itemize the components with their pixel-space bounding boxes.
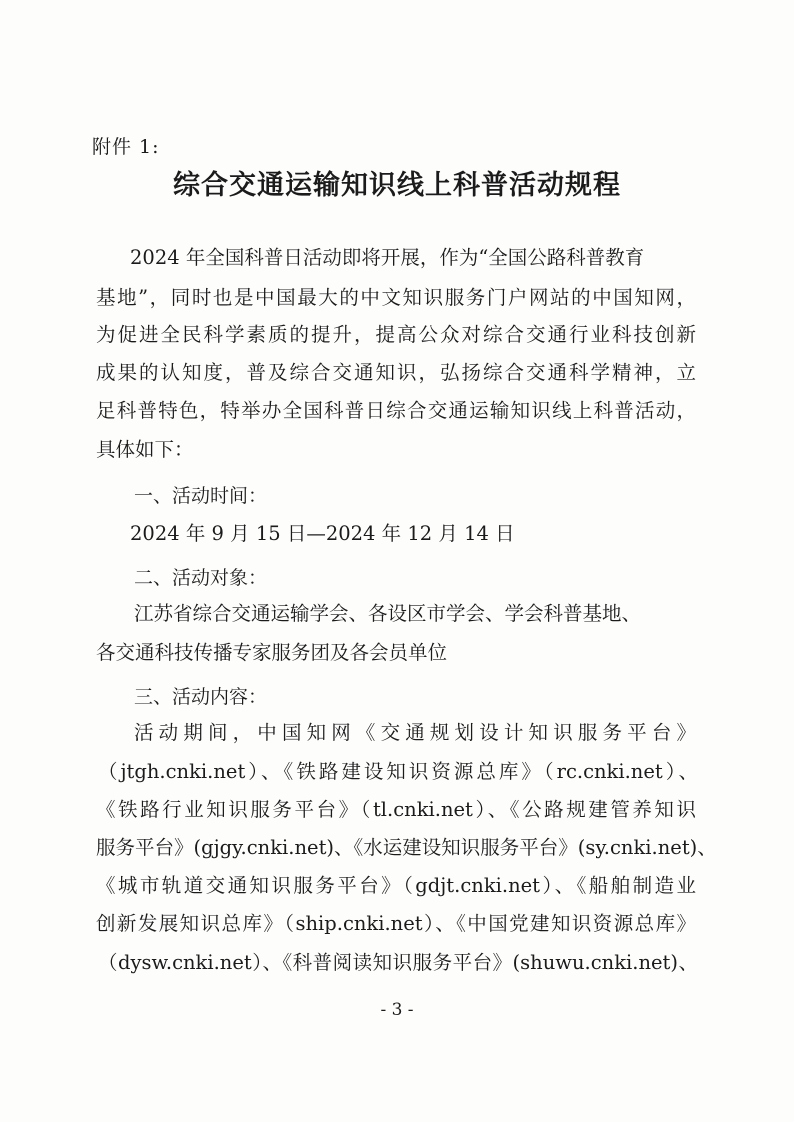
content-line-2: （jtgh.cnki.net）、《铁路建设知识资源总库》（rc.cnki.net）、 [98,760,698,783]
intro-line-4: 成果的认知度，普及综合交通知识，弘扬综合交通科学精神，立 [96,361,696,384]
attachment-label: 附件 1: [92,136,160,158]
content-line-3: 《铁路行业知识服务平台》（tl.cnki.net）、《公路规建管养知识 [96,798,696,821]
page-number: - 3 - [380,1000,414,1020]
section-heading-audience: 二、活动对象： [134,567,268,589]
section-heading-time: 一、活动时间： [134,485,268,507]
section-heading-content: 三、活动内容： [134,686,268,708]
intro-line-5: 足科普特色，特举办全国科普日综合交通运输知识线上科普活动， [96,399,696,422]
intro-line-6: 具体如下： [96,438,194,461]
audience-line-2: 各交通科技传播专家服务团及各会员单位 [96,641,448,664]
content-line-1: 活动期间，中国知网《交通规划设计知识服务平台》 [134,721,696,744]
document-title: 综合交通运输知识线上科普活动规程 [173,170,621,201]
intro-line-3: 为促进全民科学素质的提升，提高公众对综合交通行业科技创新 [96,323,696,346]
intro-line-1: 2024 年全国科普日活动即将开展，作为“全国公路科普教育 [130,246,645,269]
content-line-5: 《城市轨道交通知识服务平台》（gdjt.cnki.net）、《船舶制造业 [96,874,696,897]
content-line-7: （dysw.cnki.net）、《科普阅读知识服务平台》(shuwu.cnki.net)、 [98,951,698,974]
content-line-6: 创新发展知识总库》（ship.cnki.net）、《中国党建知识资源总库》 [96,912,696,935]
intro-line-2: 基地”，同时也是中国最大的中文知识服务门户网站的中国知网， [96,286,696,309]
content-line-4: 服务平台》(gjgy.cnki.net)、《水运建设知识服务平台》(sy.cnki.net)、 [96,836,717,859]
audience-line-1: 江苏省综合交通运输学会、各设区市学会、学会科普基地、 [134,602,642,625]
activity-time-text: 2024 年 9 月 15 日—2024 年 12 月 14 日 [130,522,515,545]
